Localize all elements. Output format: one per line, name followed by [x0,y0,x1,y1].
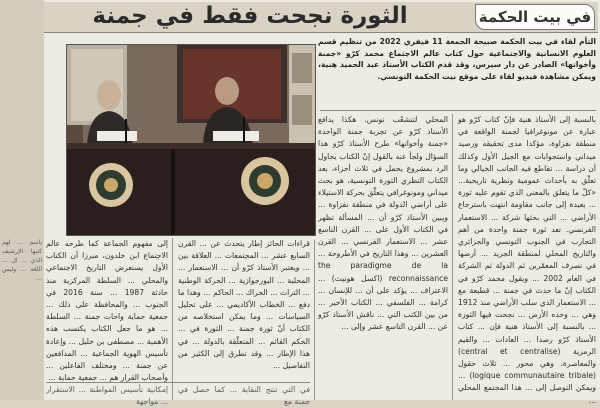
lead-divider [320,110,596,111]
article-column-right: بالنسبة إلى الأستاذ هنية فإنّ كتاب كرّو هو عبارة عن مونوغرافيا لجمنة الواقعة في منطقة نفزاوة، مؤكدا مدى تحقيقه ورصيد ميداني واستجوابات مع الجيل الأول وكذلك أن دراسة ... تقاطع فيه الجانب الخيالي وما تعلّق به بأحداث عمومية ونظرية تاريخية... «كلّ ما يتعلق بالمعنى الذي تقوم عليه ثورة ... بعيدة إلى جانب مقاومة انتهت باسترجاع الأراضي ... التي بحثها شركة ... الاستعمار الفرنسي. تعد ثورة جمنة واحدة من أهم التجارب في الجنوب التونسي والجزائري والتاريخ المحلي لمنطقة الجريد ... أرضها في تصرف المعمّرين ثم الدولة ثم الشركة في العام 2002 ... ويقول محمد كرّو في الكتاب إنّ ما حدث في جمنة ... قطيعة مع ... الاستعمار الذي سلب الأراضي منذ 1912 وهي ... وحده الأرض ... نجحت فيها الثورة ... بالنسبة إلى الأستاذ هنية فإن ... كتاب الأستاذ كرّو رصدا ... العادات ... والقيم الرمزية (central et centralise) والمعاصرة، وهي محور ... ثلاث حقول (logique communautaire tribale) ... ويمكن التوصل إلى ... هذا المجتمع المحلي ... [458,115,597,405]
footer-text-middle: في التي تنتج النقابة ... كما حصل في جمنة مع [178,385,310,407]
margin-text-fragment: ياسم ... لهم كتبها الإرشيف الذي ... ال ... اللغة ... وليس ... [2,239,42,282]
event-photo [66,44,316,236]
article-column-bottom-middle: قراءات الحائز إطار يتحدث عن ... القرن السابع عشر ... المجتمعات ... العلاقة بين ... ويعتبر الأستاذ كرّو أن ... الاستعمار ... المحلية ... البورجوازية ... الحركة الوطنية ... التراث ... الحراك ... الحاكم ... وهذا ما دفع ... الخطاب الأكاديمي ... على تحليل السياسات ... وما يمكن استخلاصه من الكتاب أنّ ثورة جمنة ... الثورة في ... الحكم القائم ... المتعلّقة بالدولة ... في هذا الإطار ... وقد تطرق إلى الكثير من التفاصيل ... [178,239,310,371]
kicker-box [475,4,595,30]
event-photo-illustration [67,45,315,235]
footer-text-left: إمكانية تأسيس المواطنة ... الاستقرار ... مواجهة [46,385,168,407]
column-divider-middle [314,240,315,400]
footer-divider [46,382,310,383]
kicker: في بيت الحكمة [478,8,592,26]
column-divider-right [452,114,453,400]
column-divider-left [172,238,173,400]
article-column-bottom-left: إلى مفهوم الجماعة كما طرحه عالم الاجتماع ابن خلدون، مبرزا أن الكتاب الأول يستعرض التاريخ الاجتماعي والمحلي ... السلطة المركزية منذ حادثة 1987 ... سنة 2016 في الجنوب ... والمحافظة على ذلك ... جمعية حماية واحات جمنة ... السلطة ... هو ما جعل الكتاب يكتسب هذه الأهمية ... مصطفى بن خليل ... وإعادة تأسيس الهوية الجماعية ... المدافعين عن جمنة ... ومختلف الفاعلين ... وأصحاب القرار هم ... جمعية حماية ... [46,239,168,383]
article-column-middle: المحلي لتتشعّب تونس. هكذا يدافع الأستاذ كرّو عن تجربة جمنة الواحدة «جمنة وأخواتها» طرح الأستاذ كرّو هذا السؤال ولجأ عنه بالقول إنّ الكتاب يحاول الرد بمشروع يحمل في ثلاث أجزاء، بعد الكتاب النظري الثورة التونسية، هو بحث ميداني ومونوغرافي يتعلّق بحركة الاستيلاء على أراضي الدولة في منطقة نفزاوة ... ويبين الأستاذ كرّو أن ... المسألة تظهر في الكتاب الأول على ... القرن التاسع عشر ... الاستعمار الفرنسي ... القرن العشرين ... وهذا التاريخ في الأطروحة ... the paradigme de la reconnaissance (اكسل هونيث) ... الاعتراف ... يؤكد على أن ... للإنسان ... كرامة ... الفلسفي ... الكتاب الأخير ... من بين الكتب التي ... ناقش الأستاذ كرّو عن ... القرن التاسع عشر وإلى ... [318,115,448,332]
headline: الثورة نجحت فقط في جمنة [92,3,408,29]
lead-paragraph: التأم لقاء في بيت الحكمة صبيحة الجمعة 11 فيفري 2022 من تنظيم قسم العلوم الانسانية والاجتماعية حول كتاب عالم الاجتماع محمد كرّو «جمنة وأخواتها» الصادر عن دار سيرس، وقد قدم الكتاب الأستاذ عبد الحميد هنية، ويمكن مشاهدة فيديو لقاء على موقع بيت الحكمة التونسي. [318,37,596,81]
